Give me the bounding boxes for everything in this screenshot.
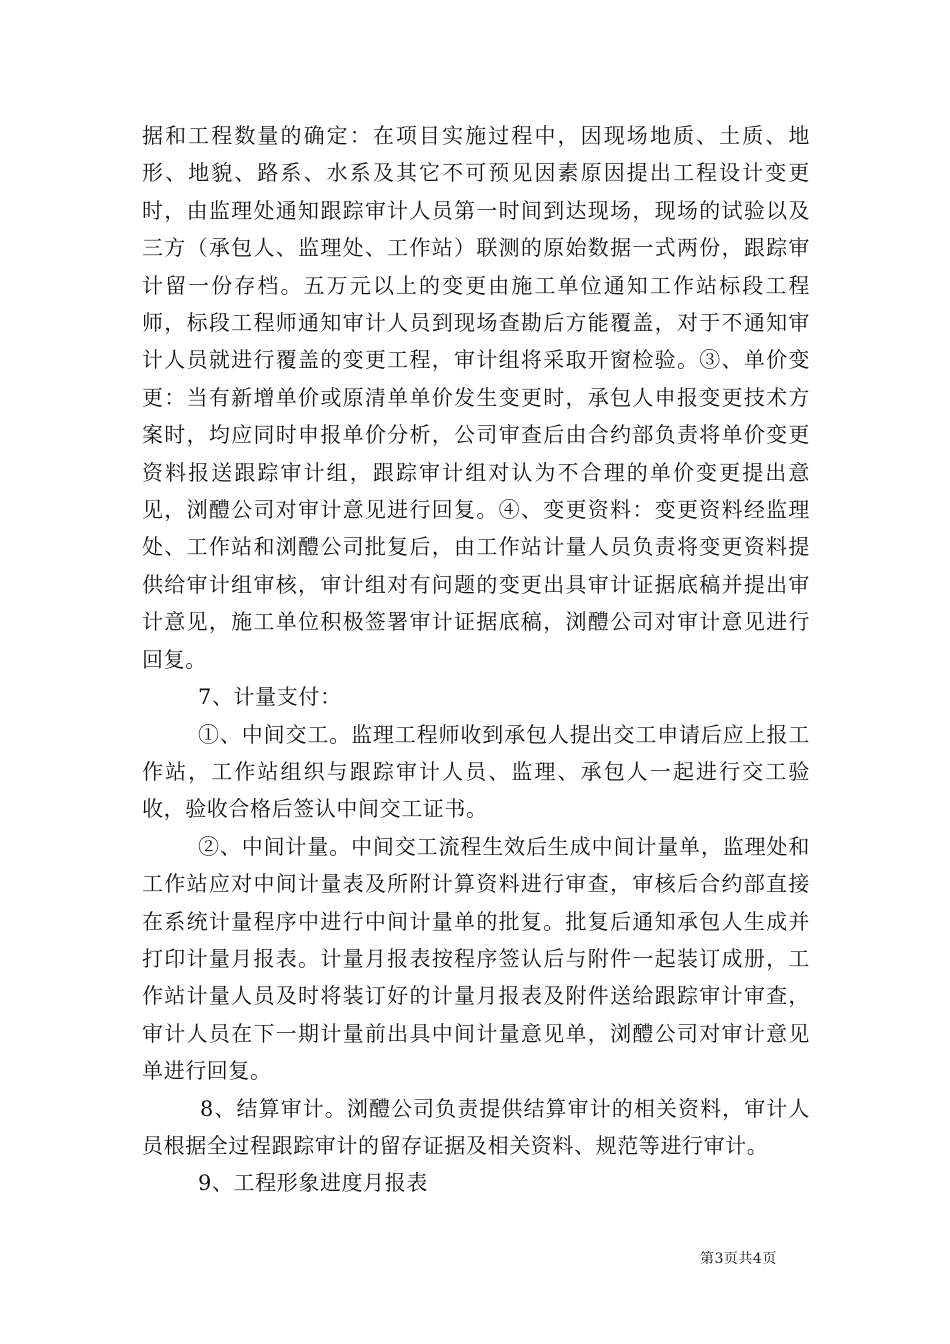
heading-progress-report: 9、工程形象进度月报表 xyxy=(198,1171,428,1196)
paragraph-settlement-audit: 8、结算审计。浏醴公司负责提供结算审计的相关资料，审计人员根据全过程跟踪审计的留存证据及相关资料、规范等进行审计。 xyxy=(142,1096,810,1158)
paragraph-interim-handover: ①、中间交工。监理工程师收到承包人提出交工申请后应上报工作站，工作站组织与跟踪审计人员、监理、承包人一起进行交工验收，验收合格后签认中间交工证书。 xyxy=(142,722,810,822)
page-number-footer: 第3页共4页 xyxy=(700,1251,777,1267)
paragraph-interim-measurement: ②、中间计量。中间交工流程生效后生成中间计量单，监理处和工作站应对中间计量表及所附计算资料进行审查，审核后合约部直接在系统计量程序中进行中间计量单的批复。批复后通知承包人生成并打印计量月报表。计量月报表按程序签认后与附件一起装订成册，工作站计量人员及时将装订好的计量月报表及附件送给跟踪审计审查，审计人员在下一期计量前出具中间计量意见单，浏醴公司对审计意见单进行回复。 xyxy=(142,834,810,1084)
heading-measurement-payment: 7、计量支付： xyxy=(198,685,342,710)
paragraph-change-procedures: 据和工程数量的确定：在项目实施过程中，因现场地质、土质、地形、地貌、路系、水系及其它不可预见因素原因提出工程设计变更时，由监理处通知跟踪审计人员第一时间到达现场，现场的试验以及三方（承包人、监理处、工作站）联测的原始数据一式两份，跟踪审计留一份存档。五万元以上的变更由施工单位通知工作站标段工程师，标段工程师通知审计人员到现场查勘后方能覆盖，对于不通知审计人员就进行覆盖的变更工程，审计组将采取开窗检验。③、单价变更：当有新增单价或原清单单价发生变更时，承包人申报变更技术方案时，均应同时申报单价分析，公司审查后由合约部负责将单价变更资料报送跟踪审计组，跟踪审计组对认为不合理的单价变更提出意见，浏醴公司对审计意见进行回复。④、变更资料：变更资料经监理处、工作站和浏醴公司批复后，由工作站计量人员负责将变更资料提供给审计组审核，审计组对有问题的变更出具审计证据底稿并提出审计意见，施工单位积极签署审计证据底稿，浏醴公司对审计意见进行回复。 xyxy=(142,124,810,672)
document-body xyxy=(142,118,810,1203)
